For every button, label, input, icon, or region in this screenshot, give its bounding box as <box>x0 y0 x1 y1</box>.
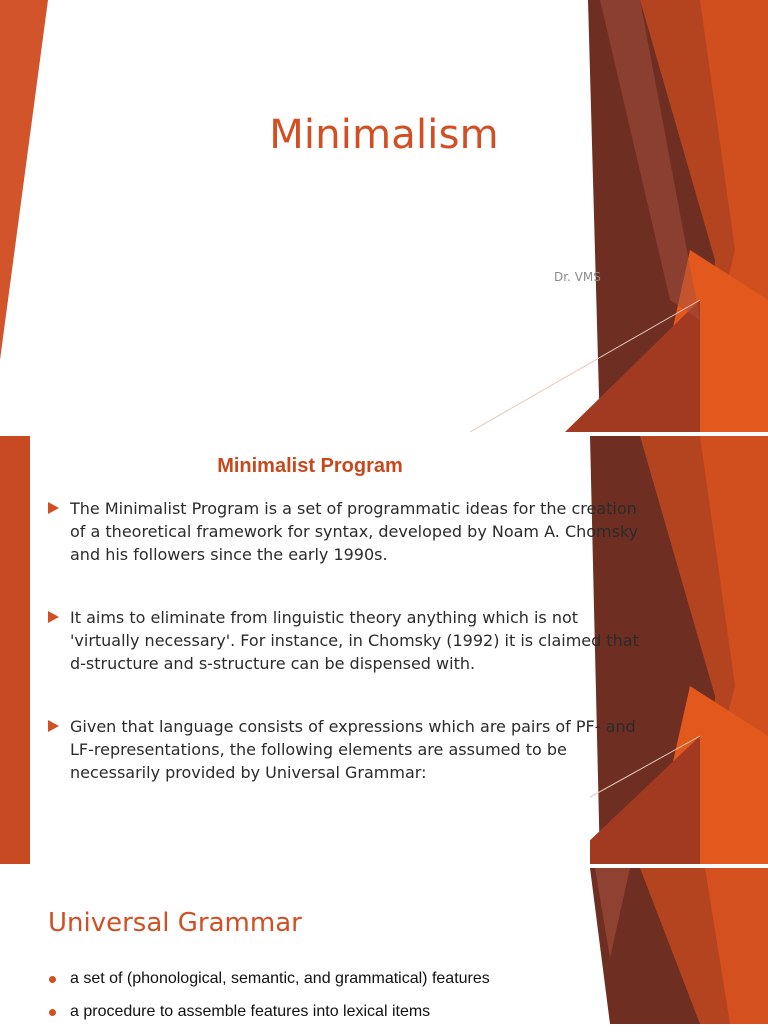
section-title: Minimalist Program <box>217 455 403 477</box>
list-item <box>48 968 648 990</box>
slide-title: Minimalism <box>269 112 499 158</box>
decorative-shapes <box>0 0 768 432</box>
bullet-list <box>48 968 648 1034</box>
slide-1 <box>0 0 768 432</box>
arrow-bullet-icon <box>48 611 59 623</box>
section-title: Universal Grammar <box>48 908 302 938</box>
list-item <box>48 497 648 566</box>
arrow-bullet-icon <box>48 502 59 514</box>
dot-bullet-icon <box>49 1009 56 1016</box>
list-item <box>48 1001 648 1023</box>
bullet-text: a procedure to assemble features into lexical items <box>70 1003 431 1020</box>
bullet-text: Given that language consists of expressions which are pairs of PF- and LF-representations, the following elements are assumed to be necessarily provided by Universal Grammar: <box>70 717 636 782</box>
dot-bullet-icon <box>49 976 56 983</box>
bullet-list <box>48 497 648 824</box>
bullet-text: a set of (phonological, semantic, and grammatical) features <box>70 970 490 987</box>
list-item <box>48 606 648 675</box>
bullet-text: It aims to eliminate from linguistic theory anything which is not 'virtually necessary'. For instance, in Chomsky (1992) it is claimed that d-structure and s-structure can be dispensed with. <box>70 608 639 673</box>
arrow-bullet-icon <box>48 720 59 732</box>
bullet-text: The Minimalist Program is a set of programmatic ideas for the creation of a theoretical framework for syntax, developed by Noam A. Chomsky and his followers since the early 1990s. <box>70 499 639 564</box>
list-item <box>48 715 648 784</box>
author-subtitle: Dr. VMS <box>554 270 601 284</box>
